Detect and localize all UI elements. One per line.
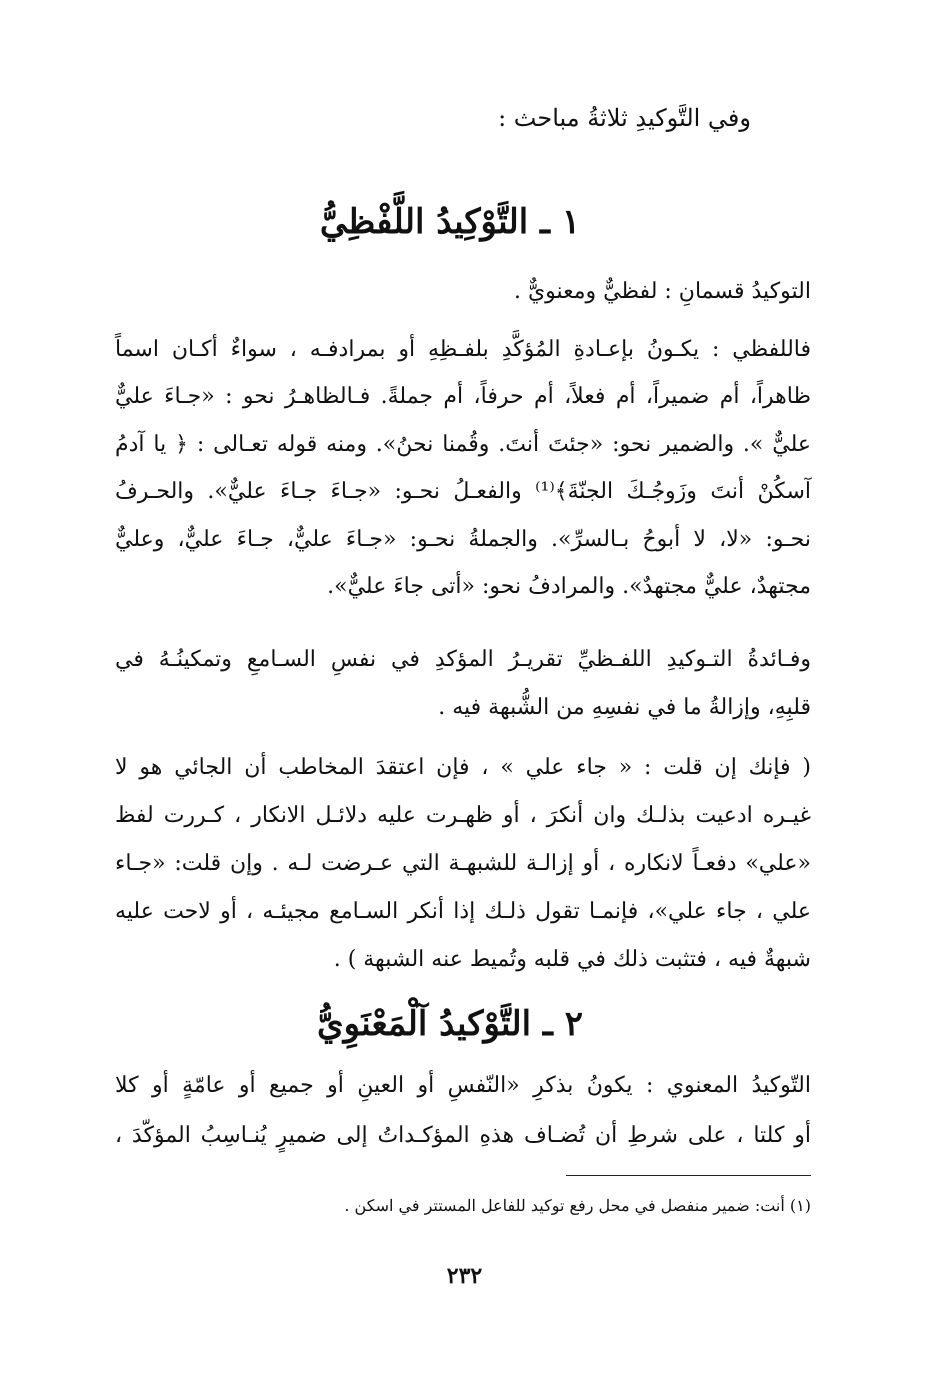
intro-line: وفي التَّوكيدِ ثلاثةُ مباحث : [498, 104, 751, 132]
paragraph-line: غيـره ادعيت بذلـك وان أنكرَ ، أو ظهـرت عليه دلائـل الانكار ، كـررت لفظ [115, 803, 811, 828]
section-heading-semantic-emphasis: ٢ ـ التَّوْكيدُ آلْمَعْنَوِيُّ [317, 1004, 583, 1044]
paragraph-line: ظاهراً، أم ضميراً، أم فعلاً، أم حرفاً، أم جملةً. فـالظاهـرُ نحو : «جـاءَ عليٌّ [115, 384, 811, 409]
paragraph-line: ( فإنك إن قلت : « جاء علي » ، فإن اعتقدَ المخاطب أن الجائي هو لا [115, 755, 811, 780]
paragraph-line: التوكيدُ قسمانِ : لفظيٌّ ومعنويٌّ . [513, 279, 811, 304]
footnote: (١) أنت: ضمير منفصل في محل رفع توكيد للفاعل المستتر في اسكن . [344, 1196, 811, 1215]
paragraph-line: علي ، جاء علي»، فإنمـا تقول ذلـك إذا أنكر السـامع مجيئـه ، أو لاحت عليه [115, 899, 811, 924]
paragraph-line: أو كلتا ، على شرطِ أن تُضـاف هذهِ المؤكـداتُ إلى ضميرٍ يُنـاسِبُ المؤكّدَ ، [115, 1123, 811, 1148]
paragraph-line: وفـائدةُ التـوكيدِ اللفـظيِّ تقريـرُ المؤكدِ في نفسِ السـامعِ وتمكينُـهُ في [115, 647, 811, 672]
paragraph-line: شبهةٌ فيه ، فتثبت ذلك في قلبه وتُميط عنه الشبهة ) . [333, 947, 811, 972]
paragraph-line: مجتهدٌ، عليٌّ مجتهدٌ». والمرادفُ نحو: «أتى جاءَ عليٌّ». [327, 574, 811, 599]
paragraph-line: آسكُنْ أنتَ وزَوجُـكَ الجنّةَ﴾⁽¹⁾ والفعـلُ نحـو: «جـاءَ جـاءَ عليٌّ». والحـرفُ [115, 479, 811, 504]
footnote-divider [566, 1175, 811, 1176]
paragraph-line: فاللفظي : يكـونُ بإعـادةِ المُؤكَّدِ بلفـظِهِ أو بمرادفـه ، سواءٌ أكـان اسماً [115, 337, 811, 362]
page-number: ٢٣٢ [446, 1263, 483, 1289]
section-heading-verbal-emphasis: ١ ـ التَّوْكِيدُ اللَّفْظِيُّ [319, 202, 581, 242]
paragraph-line: «علي» دفعـاً لانكاره ، أو إزالـة للشبهـة التي عـرضت لـه . وإن قلت: «جـاء [115, 851, 811, 876]
paragraph-line: قلبِهِ، وإزالةُ ما في نفسِهِ من الشُّبهة فيه . [438, 695, 811, 720]
paragraph-line: عليٌّ ». والضمير نحو: «جئتَ أنتَ. وقُمنا نحنُ». ومنه قوله تعـالى : ﴿ يا آدمُ [115, 432, 811, 457]
paragraph-line: نحـو: «لا، لا أبوحُ بـالسرِّ». والجملةُ نحـو: «جـاءَ عليٌّ، جـاءَ عليٌّ، وعليٌّ [115, 527, 811, 552]
paragraph-line: التّوكيدُ المعنوي : يكونُ بذكرِ «النّفسِ أو العينِ أو جميع أو عامّةٍ أو كلا [115, 1073, 811, 1098]
